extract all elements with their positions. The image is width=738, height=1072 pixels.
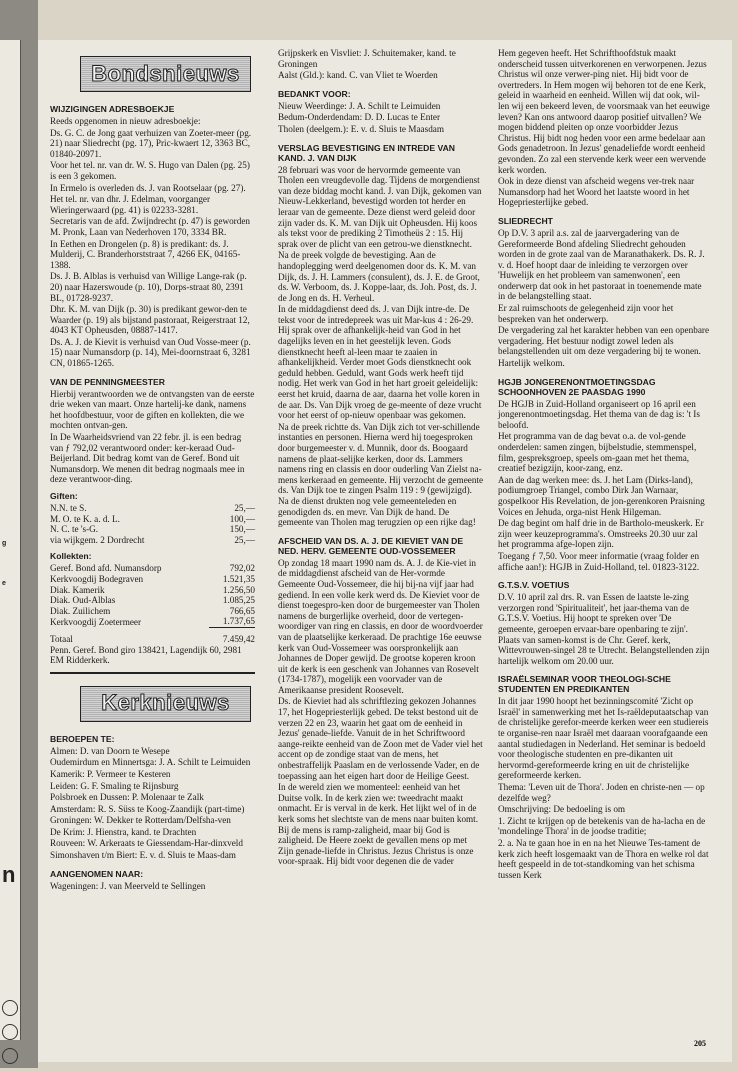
kollekte-label: Diak. Kamerik <box>50 584 105 595</box>
beroepen-line: Kamerik: P. Vermeer te Kesteren <box>50 768 171 779</box>
sliedrecht-para: Er zal ruimschoots de gelegenheid zijn voor het bespreken van het onderwerp. <box>498 303 674 324</box>
kollekte-value: 1.256,50 <box>222 584 255 595</box>
adres-line: Ds. A. J. de Kievit is verhuisd van Oud Vosse-meer (p. 15) naar Numansdorp (p. 14), Mei-doornstraat 6, 3281 CN, 01865-1265. <box>50 336 251 369</box>
kollekte-label: Kerkvoogdij Bodegraven <box>50 573 144 584</box>
israel-para: 1. Zicht te krijgen op de betekenis van de ha-lacha en de 'mondelinge Thora' in de joodse traditie; <box>498 815 706 837</box>
beroep-line: Aalst (Gld.): kand. C. van Vliet te Woerden <box>278 70 438 81</box>
adres-line: Reeds opgenomen in nieuw adresboekje: <box>50 116 201 126</box>
beroepen-line: Almen: D. van Doorn te Wesepe <box>50 745 170 756</box>
giro-line: Penn. Geref. Bond giro 138421, Lagendijk 60, 2981 EM Ridderkerk. <box>50 644 242 666</box>
gift-value: 25,— <box>234 503 255 513</box>
hgjb-heading: HGJB JONGERENONTMOETINGSDAG SCHOONHOVEN 2E PAASDAG 1990 <box>498 376 656 397</box>
logo-icon <box>2 1000 18 1016</box>
facing-letter-g: g <box>2 540 7 547</box>
column-2 <box>278 48 484 868</box>
kollekte-value: 1.737,65 <box>222 616 255 627</box>
page-number: 205 <box>694 1039 706 1048</box>
table-row <box>50 606 255 617</box>
table-row <box>50 563 255 574</box>
hgjb-para: De dag begint om half drie in de Bartholo-meuskerk. Er zijn weer keuzeprogramma's. Omstreeks 20.30 uur zal het programma afge-lopen zijn. <box>498 518 704 550</box>
adres-body <box>50 116 255 369</box>
penning-para: In De Waarheidsvriend van 22 febr. jl. is een bedrag van ƒ 792,02 verantwoord onder: ker-keraad Oud-Beijerland. Dit bedrag komt van de Geref. Bond uit Numansdorp. We menen dit bedrag nogmaals mee in deze verantwoor-ding. <box>50 432 245 485</box>
gtsv-para: D.V. 10 april zal drs. R. van Essen de laatste le-zing verzorgen rond 'Spiritualiteit', het jaar-thema van de G.T.S.V. Voetius. Hij hoopt te spreken over 'De gemeente, geroepen ervaar-bare openbaring te zijn'. Plaats van samen-komst is de Chr. Geref. kerk, Wittevrouwen-singel 28 te Utrecht. Belangstellenden zijn hartelijk welkom om 20.00 uur. <box>498 592 710 666</box>
giften-heading: Giften: <box>50 491 78 501</box>
total-label: Totaal <box>50 633 73 644</box>
column-3 <box>498 48 710 881</box>
israel-para: Thema: 'Leven uit de Thora'. Joden en christe-nen — op dezelfde weg? <box>498 782 705 803</box>
beroepen-heading: BEROEPEN TE: <box>50 733 115 744</box>
penning-para: Hierbij verantwoorden we de ontvangsten van de eerste drie weken van maart. Onze hartelij-ke dank, namens het hoofdbestuur, voor de giften en kollekten, die we mochten ontvan-gen. <box>50 388 255 431</box>
hgjb-para: Toegang ƒ 7,50. Voor meer informatie (vraag folder en affiche aan!): HGJB in Zuid-Holland, tel. 01823-3122. <box>498 550 700 572</box>
bedankt-line: Nieuw Weerdinge: J. A. Schilt te Leimuiden <box>278 100 441 111</box>
table-row <box>50 503 255 514</box>
beroepen-line: Simonshaven t/m Biert: E. v. d. Sluis te Maas-dam <box>50 850 236 861</box>
facing-page-edge <box>0 40 21 1040</box>
table-row <box>50 524 255 535</box>
table-row <box>50 514 255 525</box>
adres-line: Ds. G. C. de Jong gaat verhuizen van Zoeter-meer (pg. 21) naar Sliedrecht (pg. 17), Pric-kwaert 12, 3363 BC, 01840-20971. <box>50 127 252 159</box>
gift-value: 150,— <box>229 524 255 535</box>
column-1 <box>50 48 255 892</box>
adres-line: In Eethen en Drongelen (p. 8) is predikant: ds. J. Mulderij, C. Branderhorststraat 7, 4266 EK, 04165-1388. <box>50 238 241 270</box>
total-row <box>50 627 255 644</box>
israel-para: 2. a. Na te gaan hoe in en na het Nieuwe Tes-tament de kerk zich heeft losgemaakt van de Thora en welke rol dat heeft gespeeld in de tot-standkoming van het schisma tussen Kerk <box>498 838 709 880</box>
kollekte-label: Diak. Zuilichem <box>50 605 111 616</box>
giften-table <box>50 503 255 545</box>
table-row <box>50 616 255 627</box>
total-value: 7.459,42 <box>209 627 255 644</box>
gift-label: N.N. te S. <box>50 503 87 513</box>
bedankt-line: Tholen (deelgem.): E. v. d. Sluis te Maasdam <box>278 123 445 134</box>
sliedrecht-heading: SLIEDRECHT <box>498 215 553 226</box>
kollekten-table <box>50 563 255 644</box>
kollekte-label: Geref. Bond afd. Numansdorp <box>50 563 162 574</box>
facing-letter-n: n <box>2 862 16 887</box>
afscheid-para: In de wereld zien we momenteel: eenheid van het Duitse volk. In de kerk zien we: tweedracht maakt onmacht. Er is verval in de kerk. Het lijkt wel of in de kerk soms het slechtste van de mens naar buiten komt. Bij de mens is ramp-zaligheid, maar bij God is zaligheid. De Heere zoekt de gevallen mens op met Zijn genade-liefde in Christus. Jezus Christus is onze voor-spraak. Hij bidt voor degenen die de vader <box>278 782 479 867</box>
israel-para: Omschrijving: De bedoeling is om <box>498 804 626 815</box>
penning-heading: VAN DE PENNINGMEESTER <box>50 376 165 387</box>
intro-para: Hem gegeven heeft. Het Schrifthoofdstuk maakt onderscheid tussen uitverkorenen en verworpenen. Jezus Christus wil onze verwer-ping niet. Hij bidt voor de overtreders. In Hem mogen wij behoren tot de ene Kerk, geleid in waarheid en eenheid. Willen wij dat ook, wil-len wij een bekeerd leven, de voorsmaak van het eeuwige leven? Kan ons antwoord daarop positief uitvallen? We mogen biddend pleiten op onze voorbidder Jezus Christus. Hij bidt nog heden voor een arme bedelaar aan Gods genadetroon. In Jezus' genadeliefde wordt eenheid gevonden. Zo zal een stervende kerk weer een wervende kerk worden. <box>498 48 710 175</box>
verslag-para: Na de preek richtte ds. Van Dijk zich tot ver-schillende instanties en personen. Hierna werd hij toegesproken door burgemeester v. d. Munnik, door ds. Boogaard namens de plaat-selijke kerken, door ds. Lammers namens ring en classis en door ouderling Van Zielst na-mens kerkeraad en gemeente. Hij verzocht de gemeente ds. Van Dijk toe te zingen Psalm 119 : 9 (gewijzigd). Na de dienst drukten nog vele gemeenteleden en genodigden ds. en mevr. Van Dijk de hand. De gemeente van Tholen mag terugzien op een rijke dag! <box>278 421 484 528</box>
bedankt-heading: BEDANKT VOOR: <box>278 88 351 99</box>
sliedrecht-para: De vergadering zal het karakter hebben van een openbare vergadering. Het bestuur nodigt zowel leden als belangstellenden uit om deze vergadering bij te wonen. <box>498 325 710 357</box>
beroepen-line: De Krim: J. Hienstra, kand. te Drachten <box>50 826 197 837</box>
facing-logos <box>2 1000 18 1072</box>
adres-line: Voor het tel. nr. van dr. W. S. Hugo van Dalen (pg. 25) is een 3 gekomen. <box>50 160 250 181</box>
kerknieuws-title: Kerknieuws <box>101 690 230 716</box>
kollekte-label: Diak. Oud-Alblas <box>50 595 116 606</box>
sliedrecht-para: Hartelijk welkom. <box>498 358 565 369</box>
adres-line: Secretaris van de afd. Zwijndrecht (p. 47) is geworden M. Pronk, Laan van Nederhoven 170, 3334 BR. <box>50 216 251 237</box>
afscheid-heading: AFSCHEID VAN DS. A. J. DE KIEVIET VAN DE NED. HERV. GEMEENTE OUD-VOSSEMEER <box>278 535 464 556</box>
israel-para: In dit jaar 1990 hoopt het bezinningscomité 'Zicht op Israël' in samenwerking met het Is-raëldeputaatschap van de christelijke gerefor-meerde kerken weer een studiereis te organise-ren naar Israël met daaraan voorafgaande een aantal studiedagen in Nederland. Het seminar is bedoeld voor theologische studenten en pre-dikanten uit hervormd-gereformeerde kring en uit de christelijke gereformeerde kerken. <box>498 696 709 781</box>
kollekte-label: Kerkvoogdij Zoetermeer <box>50 616 142 627</box>
adres-line: In Ermelo is overleden ds. J. van Rootselaar (pg. 27). <box>50 182 246 193</box>
adres-line: Het tel. nr. van dhr. J. Edelman, voorganger Wieringerwaard (pg. 41) is 02233-3281. <box>50 194 211 215</box>
table-row <box>50 535 255 546</box>
logo-icon <box>2 1048 18 1064</box>
gift-value: 25,— <box>234 534 255 545</box>
afscheid-para: Op zondag 18 maart 1990 nam ds. A. J. de Kie-viet in de middagdienst afscheid van de Her-vormde Gemeente Oud-Vossemeer, die hij bij-na vijf jaar had gediend. In een volle kerk werd ds. De Kieviet voor de dienst toegespro-ken door de burgemeester van Tholen namens de burgerlijke overheid, door de vertegen-woordiger van ring en classis, en door de woordvoerder van de plaatselijke kerkeraad. De prachtige 16e eeuwse kerk van Oud-Vossemeer was oorspronkelijk aan Johannes de Doper gewijd. De grootse koperen kroon uit de kerk is een geschenk van Johannes van Rosevelt (1734-1787), mogelijk een voorvader van de Amerikaanse president Roosevelt. <box>278 557 483 695</box>
kollekte-value: 792,02 <box>229 563 255 574</box>
adres-line: Ds. J. B. Alblas is verhuisd van Willige Lange-rak (p. 20) naar Hazerswoude (p. 10), Dorps-straat 80, 2391 BL, 01728-9237. <box>50 271 247 303</box>
bedankt-line: Bedum-Onderdendam: D. D. Lucas te Enter <box>278 112 441 123</box>
section-divider <box>50 672 255 674</box>
kollekten-heading: Kollekten: <box>50 551 92 562</box>
hgjb-para: De HGJB in Zuid-Holland organiseert op 16 april een jongerenontmoetingsdag. Het thema van de dag is: 't Is beloofd. <box>498 398 700 430</box>
beroepen-line: Polsbroek en Dussen: P. Molenaar te Zalk <box>50 792 204 803</box>
beroep-line: Grijpskerk en Visvliet: J. Schuitemaker, kand. te Groningen <box>278 48 456 69</box>
gift-value: 100,— <box>229 513 255 524</box>
kollekte-value: 766,65 <box>229 605 255 616</box>
verslag-para: 28 februari was voor de hervormde gemeente van Tholen een vreugdevolle dag. Tijdens de morgendienst van deze biddag mocht kand. J. van Dijk, gekomen van Nieuw-Lekkerland, bevestigd worden tot herder en leraar van de gemeente. Deze dienst werd geleid door zijn vader ds. K. M. van Dijk uit Opheusden. Hij koos als tekst voor de prediking 2 Timotheüs 2 : 15. Hij sprak over de plicht van een getrou-we dienstknecht. <box>278 164 482 249</box>
israel-heading: ISRAËLSEMINAR VOOR THEOLOGI-SCHE STUDENTEN EN PREDIKANTEN <box>498 674 671 695</box>
logo-icon <box>2 1024 18 1040</box>
gtsv-heading: G.T.S.V. VOETIUS <box>498 580 570 591</box>
table-row <box>50 595 255 606</box>
afscheid-para: Ds. de Kieviet had als schriftlezing gekozen Johannes 17, het Hogepriesterlijk gebed. De tekst bestond uit de verzen 22 en 23, waarin het gaat om de eenheid in Jezus' genade-liefde. Vanuit de in het Schriftwoord aange-reikte eenheid van de Zoon met de Vader viel het accent op de zondige staat van de mens, het onbestraffelijk Paaslam en de verlossende Vader, en de toepassing aan het eigen hart door de Heilige Geest. <box>278 696 483 781</box>
table-row <box>50 574 255 585</box>
intro-para: Ook in deze dienst van afscheid wegens ver-trek naar Numansdorp had het Woord het laatste woord in het Hogepriesterlijke gebed. <box>498 176 695 208</box>
facing-letter-e: e <box>2 580 6 587</box>
gift-label: N. C. te 's-G. <box>50 524 99 535</box>
verslag-heading: VERSLAG BEVESTIGING EN INTREDE VAN KAND. J. VAN DIJK <box>278 142 455 163</box>
bondsnieuws-title: Bondsnieuws <box>91 60 240 86</box>
beroepen-line: Rouveen: W. Arkeraats te Giessendam-Har-dinxveld <box>50 838 243 849</box>
beroepen-line: Oudemirdum en Minnertsga: J. A. Schilt te Leimuiden <box>50 757 251 768</box>
adres-heading: WIJZIGINGEN ADRESBOEKJE <box>50 104 175 114</box>
kollekte-value: 1.521,35 <box>222 573 255 584</box>
beroepen-line: Leiden: G. F. Smaling te Rijnsburg <box>50 780 179 791</box>
aangenomen-line: Wageningen: J. van Meerveld te Sellingen <box>50 880 206 891</box>
table-row <box>50 585 255 596</box>
beroepen-line: Amsterdam: R. S. Süss te Koog-Zaandijk (part-time) <box>50 803 245 814</box>
kollekte-value: 1.085,25 <box>222 595 255 606</box>
beroepen-line: Groningen: W. Dekker te Rotterdam/Delfsha-ven <box>50 815 231 826</box>
gift-label: M. O. te K. a. d. L. <box>50 513 120 524</box>
kerknieuws-banner <box>80 686 251 722</box>
verslag-para: Na de preek volgde de bevestiging. Aan de handoplegging werd deelgenomen door ds. K. M. van Dijk, ds. J. H. Lammers (consulent), ds. J. E. de Groot, ds. W. Verboom, ds. J. Koppe-laar, ds. Joh. Post, ds. J. de Jong en ds. H. Verheul. <box>278 250 480 303</box>
hgjb-para: Het programma van de dag bevat o.a. de vol-gende onderdelen: samen zingen, bijbelstudie, stemmenspel, film, gespreksgroep, speels om-gaan met het thema, creatief bezigzijn, koor-zang, enz. <box>498 431 697 474</box>
gift-label: via wijkgem. 2 Dordrecht <box>50 534 145 545</box>
adres-line: Dhr. K. M. van Dijk (p. 30) is predikant gewor-den te Waarder (p. 19) als bijstand pastoraat, Reigerstraat 12, 4043 KT Opheusden, 08887-1417. <box>50 304 250 336</box>
bondsnieuws-banner <box>80 56 251 92</box>
sliedrecht-para: Op D.V. 3 april a.s. zal de jaarvergadering van de Gereformeerde Bond afdeling Sliedrecht gehouden worden in de grote zaal van de Maranathakerk. Ds. R. J. v. d. Hoef hoopt daar de inleiding te verzorgen over 'Huwelijk en het probleem van samenwonen', een onderwerp dat ook in het pastoraat in toenemende mate in de belangstelling staat. <box>498 227 705 302</box>
hgjb-para: Aan de dag werken mee: ds. J. het Lam (Dirks-land), podiumgroep Triangel, combo Dirk Jan Warnaar, gospelkoor His Revelation, de jon-gerenkoren Praisning Voices en Jehuda, orga-nist Henk Hilgeman. <box>498 474 705 517</box>
verslag-para: In de middagdienst deed ds. J. van Dijk intre-de. De tekst voor de intredepreek was uit Mar-kus 4 : 26-29. Hij sprak over de afhankelijk-heid van God in het dagelijks leven en in het geestelijk leven. Gods dienstknecht heeft al-leen maar te zaaien in afhankelijkheid. Verder moet Gods dienstknecht ook geduld hebben. Geduld, want Gods werk heeft tijd nodig. Het werk van God in het hart groeit geleidelijk: eerst het kruid, daarna de aar, daarna het volle koren in de aar. Ds. Van Dijk vroeg de ge-meente of deze vrucht voor het eerst of op-nieuw openbaar was gekomen. <box>278 304 482 421</box>
aangenomen-heading: AANGENOMEN NAAR: <box>50 868 144 879</box>
